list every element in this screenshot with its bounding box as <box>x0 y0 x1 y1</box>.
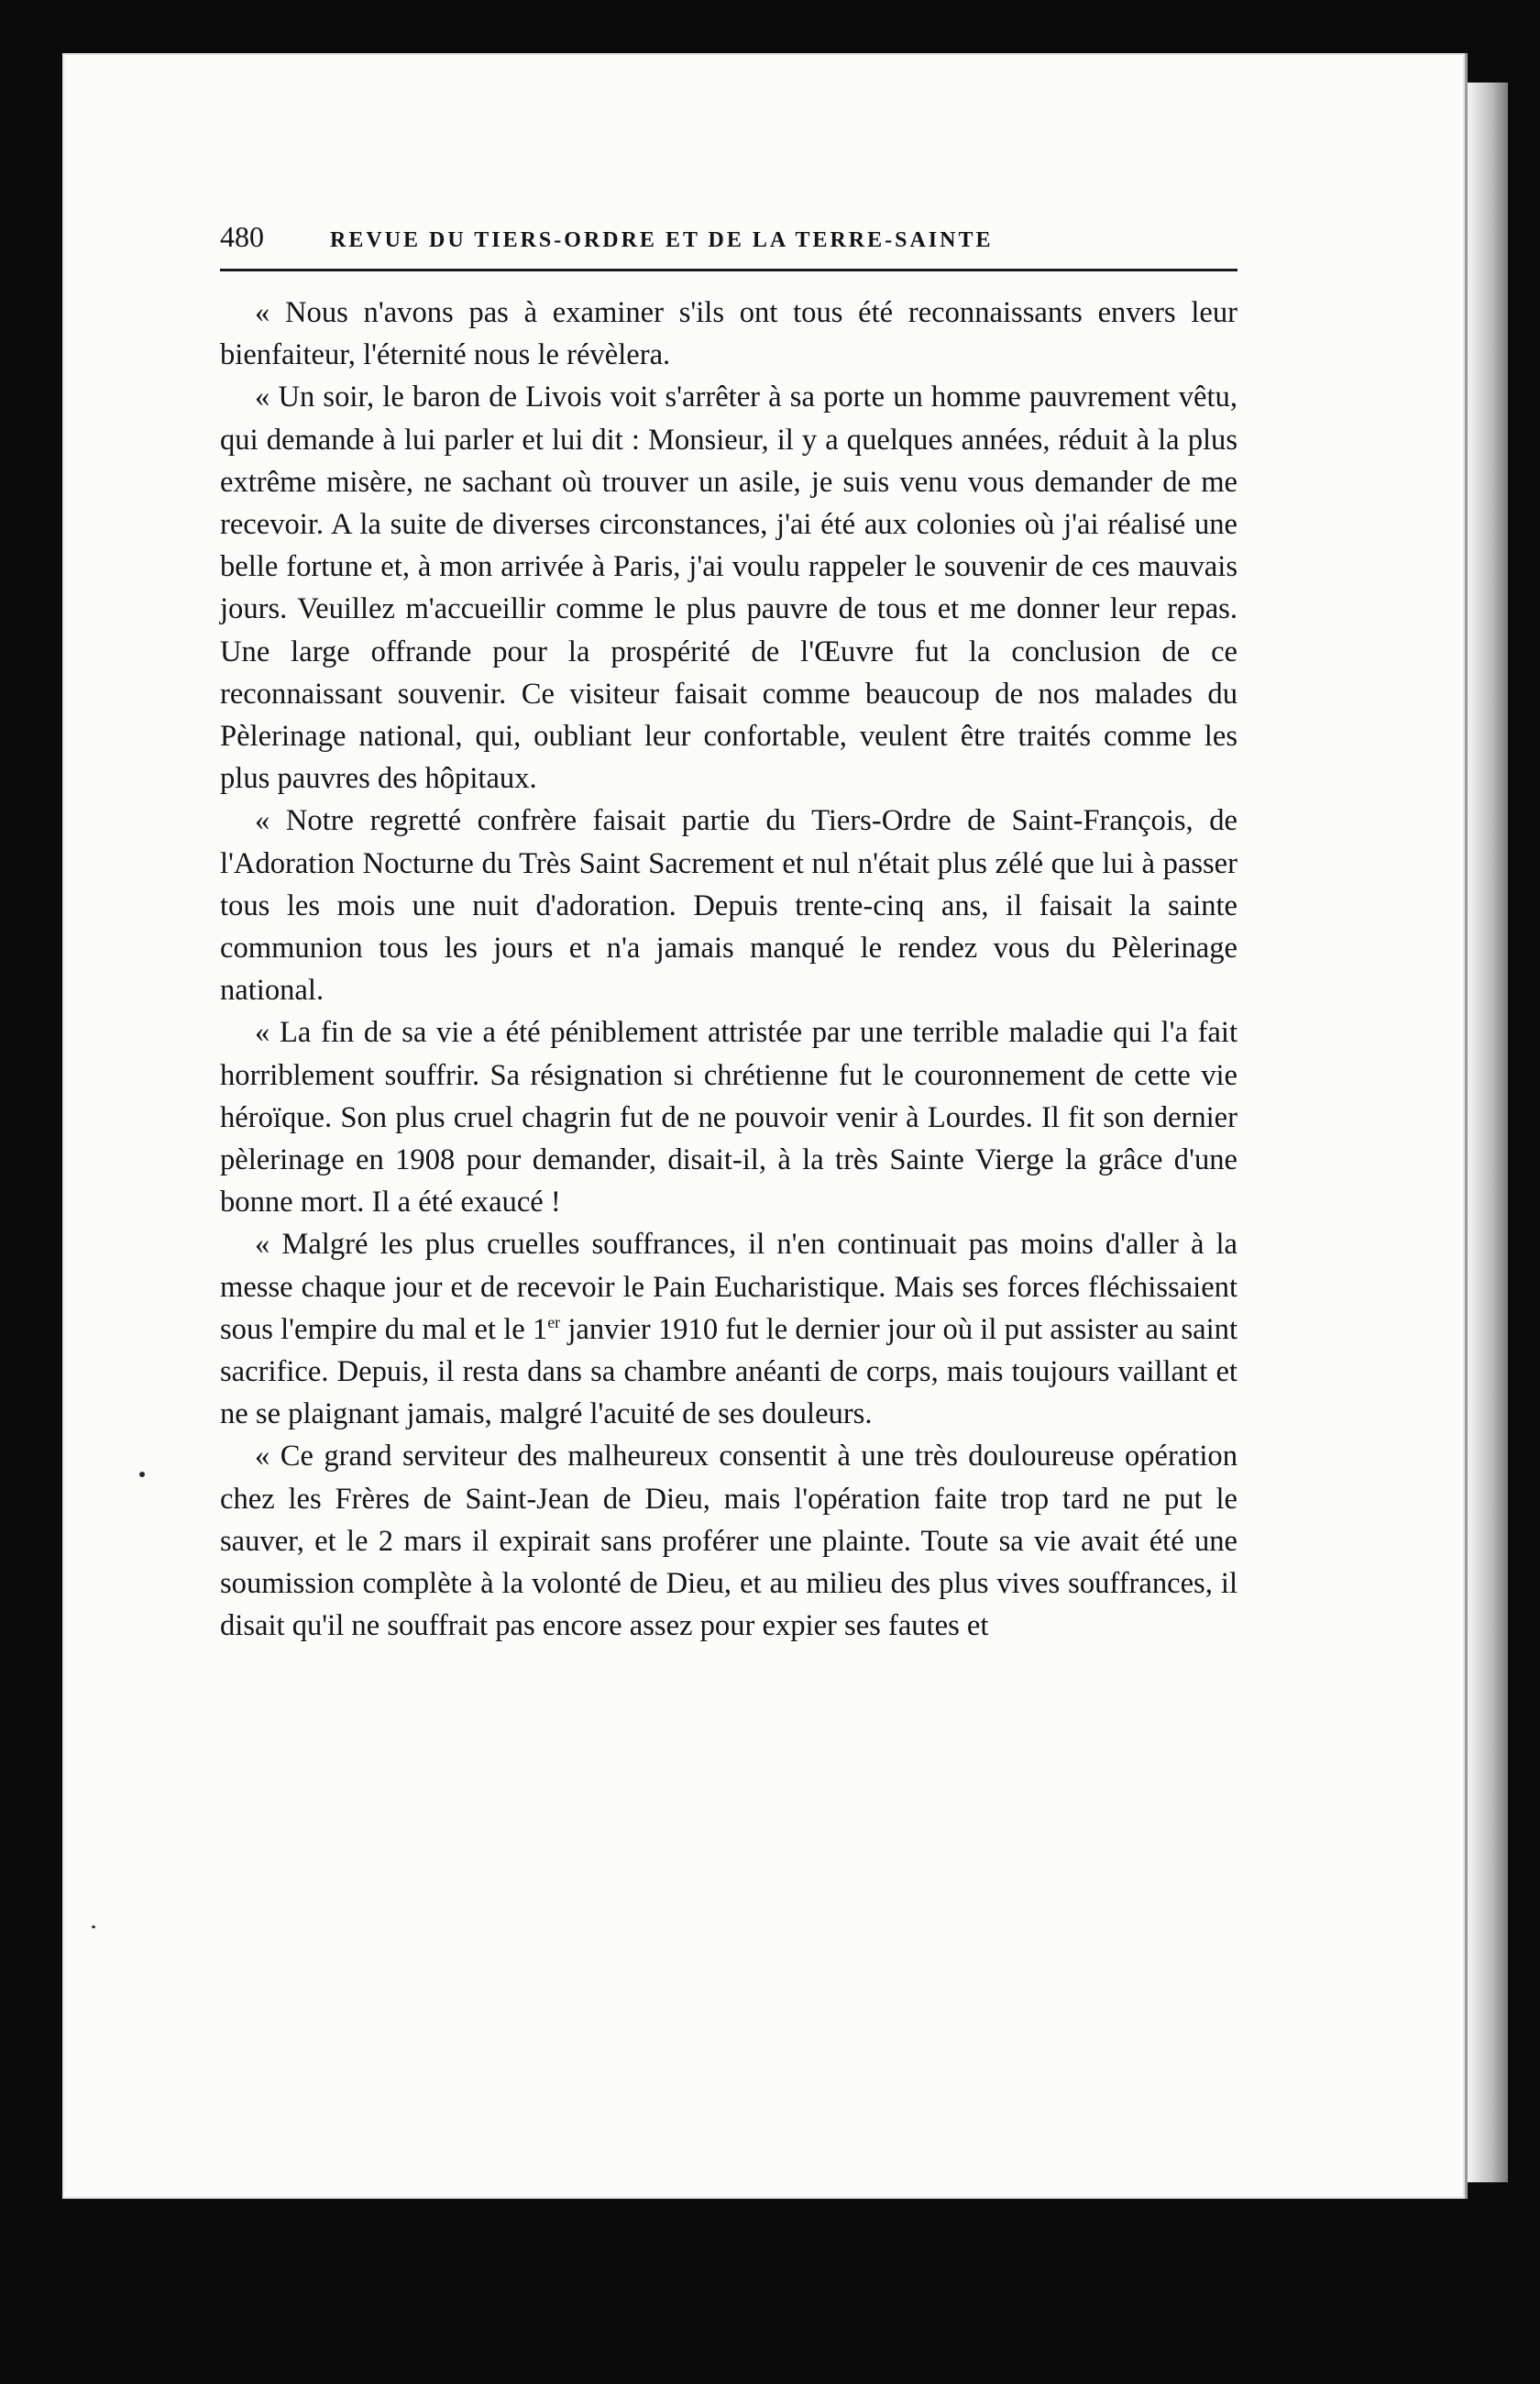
paragraph: « La fin de sa vie a été péniblement attristée par une terrible maladie qui l'a fait horriblement souffrir. Sa résignation si chrétienne fut le couronnement de cette vie héroïque. Son plus cruel chagrin fut de ne pouvoir venir à Lourdes. Il fit son dernier pèlerinage en 1908 pour demander, disait-il, à la très Sainte Vierge la grâce d'une bonne mort. Il a été exaucé ! <box>220 1016 1238 1220</box>
paragraph-text: janvier 1910 fut le dernier jour où il put assister au saint sacrifice. Depuis, il resta dans sa chambre anéanti de corps, mais toujours vaillant et ne se plaignant jamais, malgré l'acuité de ses douleurs. <box>220 1312 1238 1431</box>
paragraph: « Notre regretté confrère faisait partie du Tiers-Ordre de Saint-François, de l'Adoration Nocturne du Très Saint Sacrement et nul n'était plus zélé que lui à passer tous les mois une nuit d'adoration. Depuis trente-cinq ans, il faisait la sainte communion tous les jours et n'a jamais manqué le rendez vous du Pèlerinage national. <box>220 804 1238 1008</box>
header-rule <box>220 269 1238 271</box>
page-header <box>220 220 1302 275</box>
paragraph: « Ce grand serviteur des malheureux consentit à une très douloureuse opération chez les Frères de Saint-Jean de Dieu, mais l'opération faite trop tard ne put le sauver, et le 2 mars il expirait sans proférer une plainte. Toute sa vie avait été une soumission complète à la volonté de Dieu, et au milieu des plus vives souffrances, il disait qu'il ne souffrait pas encore assez pour expier ses fautes et <box>220 1440 1238 1643</box>
page-number: 480 <box>220 220 264 253</box>
paragraph: « Nous n'avons pas à examiner s'ils ont tous été reconnaissants envers leur bienfaiteur, l'éternité nous le révèlera. <box>220 296 1238 372</box>
paragraph: « Un soir, le baron de Livois voit s'arrêter à sa porte un homme pauvrement vêtu, qui demande à lui parler et lui dit : Monsieur, il y a quelques années, réduit à la plus extrême misère, ne sachant où trouver un asile, je suis venu vous demander de me recevoir. A la suite de diverses circonstances, j'ai été aux colonies où j'ai réalisé une belle fortune et, à mon arrivée à Paris, j'ai voulu rappeler le souvenir de ces mauvais jours. Veuillez m'accueillir comme le plus pauvre de tous et me donner leur repas. Une large offrande pour la prospérité de l'Œuvre fut la conclusion de ce reconnaissant souvenir. Ce visiteur faisait comme beaucoup de nos malades du Pèlerinage national, qui, oubliant leur confortable, veulent être traités comme les plus pauvres des hôpitaux. <box>220 381 1238 796</box>
scan-speck <box>139 1472 145 1477</box>
running-title: REVUE DU TIERS-ORDRE ET DE LA TERRE-SAINTE <box>330 228 994 252</box>
paragraph <box>220 1223 1238 1435</box>
ordinal-superscript: er <box>547 1313 561 1332</box>
scan-speck <box>92 1926 95 1928</box>
body-text <box>220 292 1238 1648</box>
paragraph-text: « Malgré les plus cruelles souffrances, il n'en continuait pas moins d'aller à la messe chaque jour et de recevoir le Pain Eucharistique. Mais ses forces fléchissaient sous l'empire du mal et le 1 <box>220 1228 1238 1346</box>
